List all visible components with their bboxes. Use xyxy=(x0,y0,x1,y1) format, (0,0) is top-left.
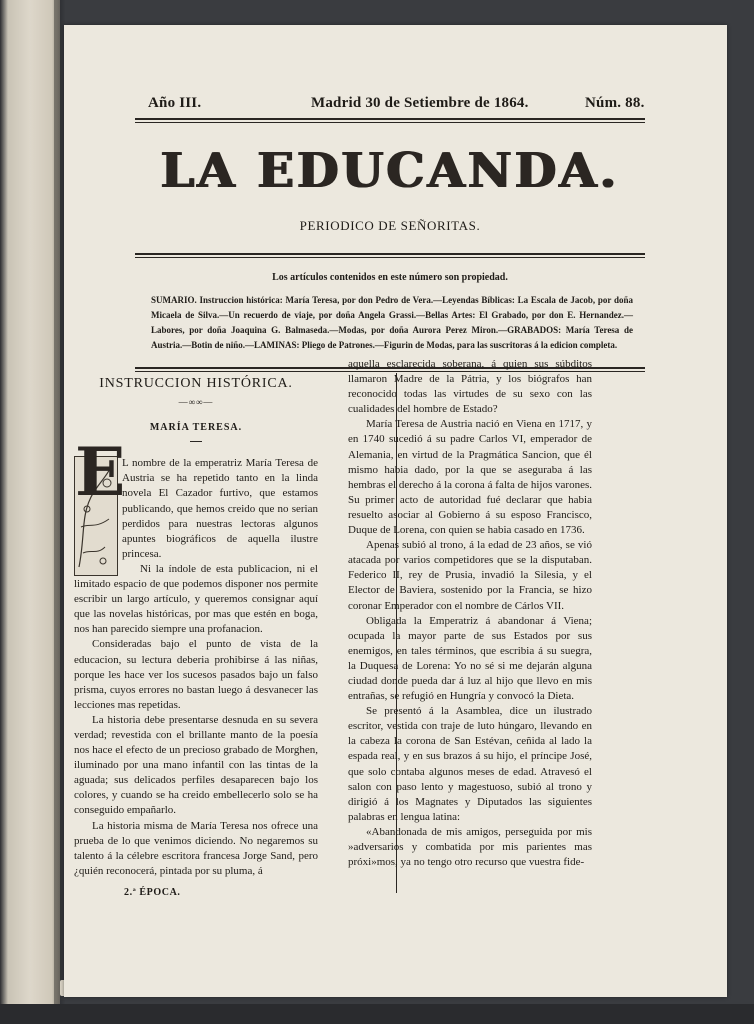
paragraph: L nombre de la emperatriz María Teresa de Austria se ha repetido tanto en la linda novela El Cazador furtivo, que estamos publicando, que hemos creido que no serian perdidos para nuestras lectoras algunos apuntes biográficos de aquella ilustre princesa. xyxy=(122,457,318,560)
epoch-footer: 2.ª ÉPOCA. xyxy=(124,886,181,898)
issue-year: Año III. xyxy=(148,95,202,111)
header-rule-thin xyxy=(135,122,645,123)
paragraph: Ni la índole de esta publicacion, ni el limitado espacio de que podemos disponer nos permite escribir un largo artículo, y queremos consignar aquí que las novelas históricas, por mas que estén en boga, nos han parecido siempre una profanacion. xyxy=(74,562,318,636)
paragraph: La historia debe presentarse desnuda en su severa verdad; revestida con el brillante manto de la poesía nos hace el efecto de un precioso grabado de Morghen, iluminado por una mano infantil con las tintas de la aguada; sus delicados perfiles desaparecen bajo los colores, y cuando se ha creido embellecerlo solo se ha conseguido empañarlo. xyxy=(74,713,318,817)
section-title: INSTRUCCION HISTÓRICA. xyxy=(99,376,293,391)
paragraph: «Abandonada de mis amigos, perseguida por mis »adversarios y combatida por mis parientes mas próxi»mos, ya no tengo otro recurso que vuestra fide- xyxy=(348,825,592,869)
decorated-initial xyxy=(74,433,126,576)
paragraph: Se presentó á la Asamblea, dice un ilustrado escritor, vestida con traje de luto húngaro, llevando en la cabeza la corona de San Estévan, ceñida al lado la espada real, y en sus brazos á su hijo, el príncipe José, que solo contaba algunos meses de edad. Atravesó el salon con paso lento y magestuoso, subió al trono y dirigió á los Magnates y Diputados las siguientes palabras en lengua latina: xyxy=(348,705,592,823)
masthead-title: LA EDUCANDA. xyxy=(160,143,620,199)
paragraph: María Teresa de Austria nació en Viena en 1717, y en 1740 sucedió á su padre Carlos VI, emperador de Alemania, en virtud de la Pragmática Sancion, que él mismo habia dado, por la que se aseguraba á las hembras el derecho á la corona á falta de hijos varones. Su primer acto de autoridad fué declarar que habia resuelto asociar al Gobierno á su esposo Francisco, Duque de Lorena, con quien se habia casado en 1736. xyxy=(348,418,592,537)
masthead-subtitle: PERIODICO DE SEÑORITAS. xyxy=(299,218,481,233)
left-column xyxy=(74,376,318,900)
subtitle-rule xyxy=(135,253,645,255)
issue-date: Madrid 30 de Setiembre de 1864. xyxy=(311,95,529,111)
paragraph: Obligada la Emperatriz á abandonar á Viena; ocupada la mayor parte de sus Estados por sus enemigos, en tales términos, que escribia á su suegra, la Duquesa de Lorena: Yo no sé si me dejarán alguna ciudad donde pueda dar á luz al hijo que llevo en mis entrañas, se refugió en Hungría y convocó la Dieta. xyxy=(348,614,592,703)
right-column xyxy=(348,357,592,870)
scan-bottom-edge xyxy=(0,1004,754,1024)
article-title: MARÍA TERESA. xyxy=(149,422,243,434)
paragraph: Consideradas bajo el punto de vista de la educacion, su lectura deberia prohibirse á las niñas, porque les hace ver los sucesos pasados bajo un falso prisma, cuyos errores no bastan luego á desvanecer las lecciones mas repetidas. xyxy=(74,638,318,711)
header-rule xyxy=(135,118,645,120)
issue-number: Núm. 88. xyxy=(585,95,645,111)
dropcap-letter: E xyxy=(75,433,126,512)
paragraph: Apenas subió al trono, á la edad de 23 años, se vió atacada por varios competidores que se la disputaban. Federico II, rey de Prusia, invadió la Silesia, y el Elector de Baviera, sostenido por la Francia, se hizo coronar Emperador con el nombre de Cárlos VII. xyxy=(348,539,592,612)
subtitle-rule-thin xyxy=(135,257,645,258)
rights-notice: Los artículos contenidos en este número son propiedad. xyxy=(272,272,508,283)
paragraph: La historia misma de María Teresa nos ofrece una prueba de lo que venimos diciendo. No negaremos su talento á la célebre escritora francesa Jorge Sand, pero ¿quién reconocerá, pintada por su pluma, á xyxy=(74,819,318,877)
ornament-divider: —∞∞— xyxy=(178,397,214,408)
paragraph: aquella esclarecida soberana, á quien sus súbditos llamaron Madre de la Pátria, y los biógrafos han reconocido todas las virtudes de su sexo con las cualidades del hombre de Estado? xyxy=(348,358,592,416)
summary-block: SUMARIO. Instruccion histórica: María Teresa, por don Pedro de Vera.—Leyendas Bíblicas: La Escala de Jacob, por doña Micaela de Silva.—Un recuerdo de viaje, por doña Angela Grassi.—Bellas Artes: El Grabado, por don E. Hernandez.—Labores, por doña Joaquina G. Balmaseda.—Modas, por doña Aurora Perez Miron.—GRABADOS: María Teresa de Austria.—Botin de niño.—LAMINAS: Pliego de Patrones.—Figurin de Modas, para las suscritoras á la edicion completa. xyxy=(151,295,633,350)
title-dash xyxy=(190,441,202,442)
book-spine xyxy=(0,0,60,1024)
